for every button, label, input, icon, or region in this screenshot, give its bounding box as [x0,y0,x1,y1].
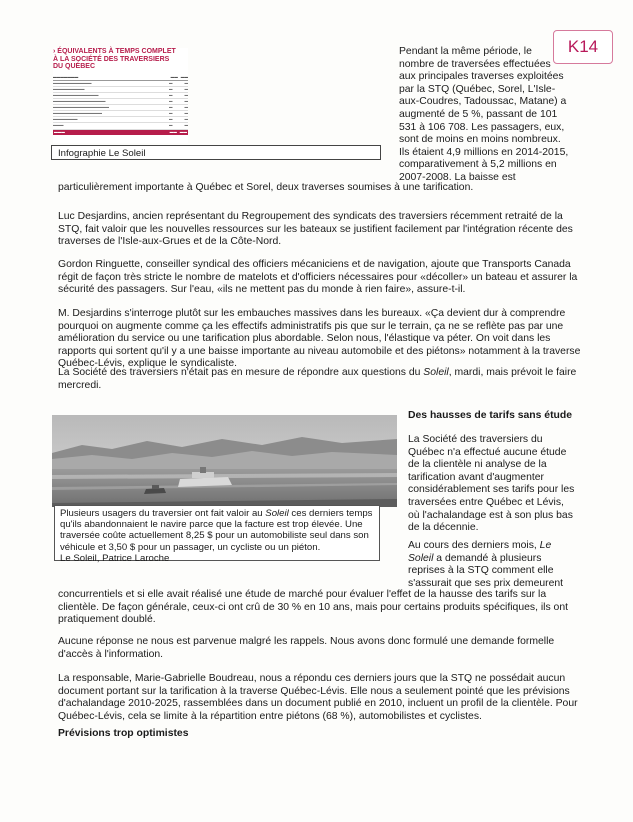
infographic-row: ▬▬▬▬▬▬▬ ▬ ▬ [53,117,188,123]
article-paragraph-ringuette: Gordon Ringuette, conseiller syndical des officiers mécaniciens et de navigation, ajoute que Transports Canada régit de façon très stricte le nombre de matelots et d'officiers nécessaires pour «décoller» un bateau et assurer la sécurité des passagers. Sur l'eau, «ils ne mettent pas du monde à rien faire», assure-t-il. [58,259,578,296]
infographic [53,48,188,143]
infographic-credit: Infographie Le Soleil [51,145,381,160]
article-paragraph-demandes: Au cours des derniers mois, Le Soleil a demandé à plusieurs reprises à la STQ comment elle s'assurait que ses prix demeurent [408,540,564,589]
infographic-row: ▬▬▬▬▬▬▬▬▬▬▬ ▬ ▬ [53,81,188,87]
document-stamp: K14 [553,30,613,64]
article-paragraph-intro: Pendant la même période, le nombre de traversées effectuées aux principales traverses exploitées par la STQ (Québec, Sorel, L'Isle- aux-Coudres, Tadoussac, Matane) a augmenté de 5 %, passant de 101 531 à 106 708. Les passagers, eux, sont de moins en moins nombreux. Ils étaient 4,9 millions en 2014-2015, comparativement à 5,2 millions en 2007-2008. La baisse est [399,46,569,183]
infographic-table [53,75,188,135]
photo-credit: Le Soleil, Patrice Laroche [60,552,170,564]
photo-caption: Plusieurs usagers du traversier ont fait valoir au Soleil ces derniers temps qu'ils abandonnaient le navire parce que la facture est trop élevée. Une traversée coûte actuellement 8,25 $ pour un automobiliste seul dans son véhicule et 3,50 $ pour un passager, un cycliste ou un piéton. Le Soleil, Patrice Laroche [54,505,380,561]
infographic-row: ▬▬▬ ▬ ▬ [53,123,188,129]
article-paragraph-stq-response: La Société des traversiers n'était pas en mesure de répondre aux questions du Soleil, mardi, mais prévoit le faire mercredi. [58,367,577,391]
infographic-row: ▬▬▬▬▬▬▬▬▬ ▬ ▬ [53,87,188,93]
infographic-table-header: ▬▬▬▬▬▬▬ ▬▬ ▬▬ [53,74,188,79]
infographic-row: ▬▬▬▬▬▬▬▬▬▬▬▬▬▬ ▬ ▬ [53,111,188,117]
infographic-row: ▬▬▬▬▬▬▬▬▬▬▬▬▬▬▬▬ ▬ ▬ [53,105,188,111]
article-paragraph-desjardins: Luc Desjardins, ancien représentant du Regroupement des syndicats des traversiers récemment retraité de la STQ, fait valoir que les nouvelles ressources sur les bateaux se justifient facilement par l'intégration récente des traverses de l'Isle-aux-Grues et de la Côte-Nord. [58,211,573,248]
article-paragraph-embauches: M. Desjardins s'interroge plutôt sur les embauches massives dans les bureaux. «Ça devient dur à comprendre pourquoi on augmente comme ça les effectifs administratifs pis que sur le terrain, ça ne se reflète pas par une amélioration du service ou une tarification plus abordable. Selon nous, l'élastique va péter. On voit dans les rapports qui sortent qu'il y a une baisse importante au niveau automobile et des piétons» notamment à la traverse Québec-Lévis, explique le syndicaliste. [58,308,581,370]
infographic-row: ▬▬▬▬▬▬▬▬▬▬▬▬▬ ▬ ▬ [53,93,188,99]
article-paragraph-reponse: Aucune réponse ne nous est parvenue malgré les rappels. Nous avons donc formulé une demande formelle d'accès à l'information. [58,636,555,660]
article-paragraph-tarifs: La Société des traversiers du Québec n'a effectué aucune étude de la clientèle ni analyse de la tarification avant d'augmenter considérablement ses tarifs pour les traversées entre Québec et Lévis, où l'achalandage est à son plus bas de la décennie. [408,434,575,534]
section-heading-previsions: Prévisions trop optimistes [58,728,189,739]
ferry-photo-image [52,415,397,507]
ferry-photo [52,415,397,507]
infographic-total-row: ▬▬▬ ▬▬ ▬▬ [54,130,187,135]
article-paragraph-responsable: La responsable, Marie-Gabrielle Boudreau, nous a répondu ces derniers jours que la STQ ne possédait aucun document portant sur la tarification à la traverse Québec-Lévis. Elle nous a seulement pointé que les prévisions d'achalandage 2010-2025, rassemblées dans un document publié en 2010, incluent un profil de la clientèle. Pour Québec-Lévis, cela se limite à la répartition entre piétons (68 %), automobilistes et cyclistes. [58,673,578,722]
infographic-row: ▬▬▬▬▬▬▬▬▬▬▬▬▬▬▬ ▬ ▬ [53,99,188,105]
section-heading-tarifs: Des hausses de tarifs sans étude [408,410,573,421]
infographic-title: › ÉQUIVALENTS À TEMPS COMPLET À LA SOCIÉTÉ DES TRAVERSIERS DU QUÉBEC [53,48,176,71]
article-paragraph-continued: particulièrement importante à Québec et Sorel, deux traverses soumises à une tarification. [58,182,474,193]
article-paragraph-concurrentiels: concurrentiels et si elle avait réalisé une étude de marché pour évaluer l'effet de la hausse des tarifs sur la clientèle. De façon générale, ceux-ci ont crû de 30 % en 10 ans, mais pour certains produits spécifiques, ils ont pratiquement doublé. [58,589,568,626]
